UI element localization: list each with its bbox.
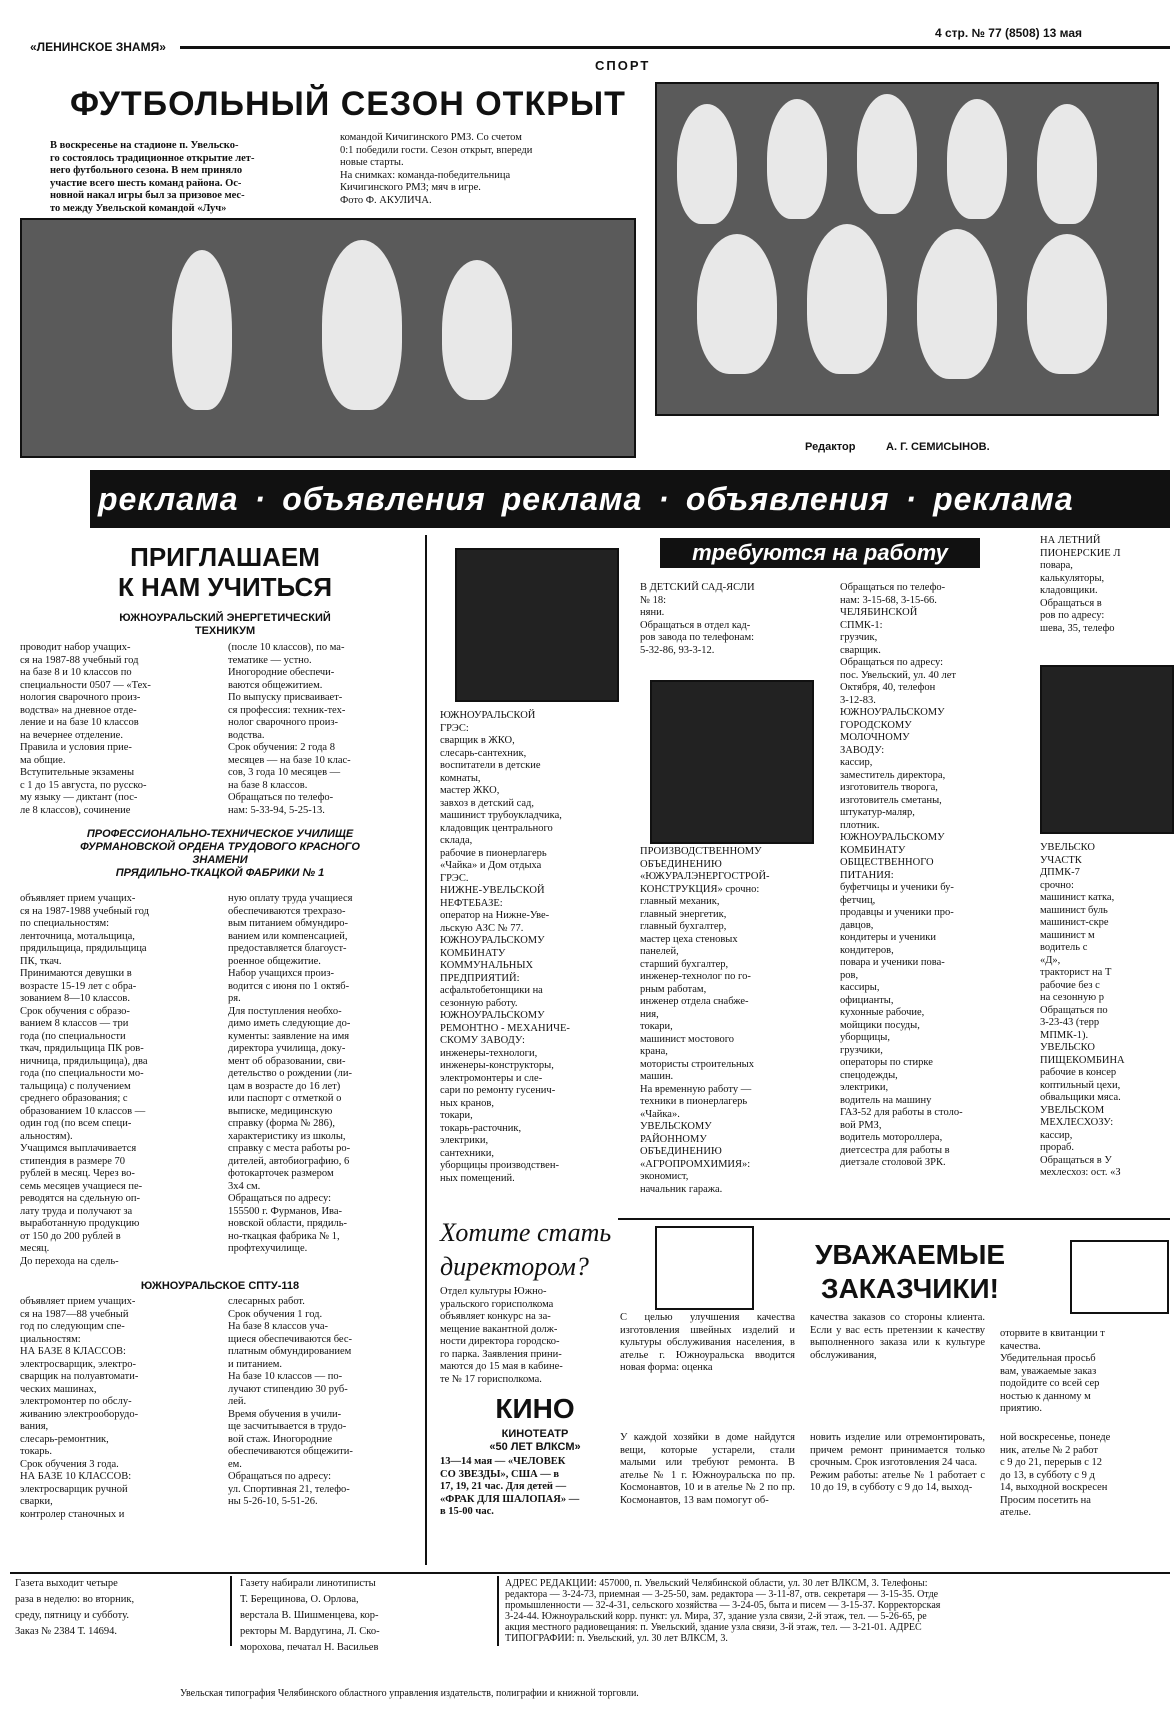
tech-name: ЮЖНОУРАЛЬСКИЙ ЭНЕРГЕТИЧЕСКИЙ ТЕХНИКУМ bbox=[119, 612, 331, 637]
editor-credit bbox=[805, 441, 990, 453]
jobs-col1: В ДЕТСКИЙ САД-ЯСЛИ № 18: няни. Обращаться в отдел кад- ров завода по телефонам: 5-32-86, 93-3-12. bbox=[640, 582, 755, 656]
jobs-col3b: УВЕЛЬСКО УЧАСТК ДПМК-7 срочно: машинист катка, машинист буль машинист-скре машинист м водитель с «Д», тракторист на Т рабочие без с на сезонную р Обращаться по 3-23-43 (терр МПМК-1). УВЕЛЬСКО ПИЩЕКОМБИНА рабочие в консер коптильный цехи, обвальщики мяса. УВЕЛЬСКОМ МЕХЛЕСХОЗУ: кассир, прораб. Обращаться в У мехлесхоз: ост. «З bbox=[1040, 842, 1125, 1178]
spt-col1: объявляет прием учащих- ся на 1987—88 учебный год по следующим спе- циальностям: НА БАЗЕ 8 КЛАССОВ: электросварщик, электро- сварщик на полуавтомати- ческих машинах, электромонтер по обслу- живанию электрооборудо- вания, слесарь-ремонтник, токарь. Срок обучения 3 года. НА БАЗЕ 10 КЛАССОВ: электросварщик ручной сварки, контролер станочных и bbox=[20, 1296, 139, 1520]
customers-col1: С целью улучшения качества изготовления швейных изделий и культуры обслуживания населения, в ателье г. Южноуральска вводится новая форма: оценка bbox=[620, 1312, 795, 1373]
ptu-name: ПРОФЕССИОНАЛЬНО-ТЕХНИЧЕСКОЕ УЧИЛИЩЕ ФУРМАНОВСКОЙ ОРДЕНА ТРУДОВОГО КРАСНОГО ЗНАМЕНИ ПРЯДИЛЬНО-ТКАЦКОЙ ФАБРИКИ № 1 bbox=[80, 828, 360, 879]
banner-dot: · bbox=[254, 480, 267, 517]
sport-body-left: В воскресенье на стадионе п. Увельско- го состоялось традиционное открытие лет- него футбольного сезона. В нем приняло участие всего шесть команд района. Ос- новной накал игры был за призовое мес- то между Увельской командой «Луч» bbox=[50, 140, 255, 214]
tech-col1: проводит набор учащих- ся на 1987-88 учебный год на базе 8 и 10 классов по специальности 0507 — «Тех- нология сварочного произ- водства» на дневное отде- ление и на базе 10 классов на вечернее отделение. Правила и условия прие- ма общие. Вступительные экзамены с 1 до 15 августа, по русско- му языку — диктант (пос- ле 8 классов), сочинение bbox=[20, 642, 151, 816]
customers-col4: У каждой хозяйки в доме найдутся вещи, которые устарели, стали малыми или требуют ремонта. В ателье № 1 г. Южноуральска по пр. Космонавтов, 10 и в ателье № 2 по пр. Космонавтов, 13 вам помогут об- bbox=[620, 1432, 795, 1506]
tech-col2: (после 10 классов), по ма- тематике — устно. Иногородние обеспечи- ваются общежитием. По выпуску присваивает- ся профессия: техник-тех- нолог сварочного произ- водства. Срок обучения: 2 года 8 месяцев — на базе 10 клас- сов, 3 года 10 месяцев — на базе 8 классов. Обращаться по телефо- нам: 5-33-94, 5-25-13. bbox=[228, 642, 351, 816]
sport-headline: ФУТБОЛЬНЫЙ СЕЗОН ОТКРЫТ bbox=[70, 85, 626, 123]
banner-word: объявления bbox=[282, 480, 486, 517]
footer-rule bbox=[10, 1572, 1170, 1574]
column-rule bbox=[425, 535, 427, 1565]
match-photo bbox=[20, 218, 636, 458]
footer-rule-2 bbox=[497, 1576, 499, 1646]
footer-rule-1 bbox=[230, 1576, 232, 1646]
issue-info: 4 стр. № 77 (8508) 13 мая bbox=[935, 26, 1083, 40]
banner-dot: · bbox=[905, 480, 918, 517]
kino-title: КИНО bbox=[495, 1393, 575, 1424]
mid-jobs: ЮЖНОУРАЛЬСКОЙ ГРЭС: сварщик в ЖКО, слесарь-сантехник, воспитатели в детские комнаты, мастер ЖКО, завхоз в детский сад, машинист трубоукладчика, кладовщик центрального склада, рабочие в пионерлагерь «Чайка» и Дом отдыха ГРЭС. НИЖНЕ-УВЕЛЬСКОЙ НЕФТЕБАЗЕ: оператор на Нижне-Уве- льскую АЗС № 77. ЮЖНОУРАЛЬСКОМУ КОМБИНАТУ КОММУНАЛЬНЫХ ПРЕДПРИЯТИЙ: асфальтобетонщики на сезонную работу. ЮЖНОУРАЛЬСКОМУ РЕМОНТНО - МЕХАНИЧЕ- СКОМУ ЗАВОДУ: инженеры-технологи, инженеры-конструкторы, электромонтеры и сле- сари по ремонту гусенич- ных кранов, токари, токарь-расточник, электрики, сантехники, уборщицы производствен- ных помещений. bbox=[440, 710, 570, 1184]
banner-word: реклама bbox=[501, 480, 643, 517]
jobs-col2: Обращаться по телефо- нам: 3-15-68, 3-15-66. ЧЕЛЯБИНСКОЙ СПМК-1: грузчик, сварщик. Обращаться по адресу: пос. Увельский, ул. 40 лет Октября, 40, телефон 3-12-83. ЮЖНОУРАЛЬСКОМУ ГОРОДСКОМУ МОЛОЧНОМУ ЗАВОДУ: кассир, заместитель директора, изготовитель творога, изготовитель сметаны, штукатур-маляр, плотник. ЮЖНОУРАЛЬСКОМУ КОМБИНАТУ ОБЩЕСТВЕННОГО ПИТАНИЯ: буфетчицы и ученики бу- фетчиц, продавцы и ученики про- давцов, кондитеры и ученики кондитеров, повара и ученики пова- ров, кассиры, официанты, кухонные рабочие, мойщики посуды, уборщицы, грузчики, операторы по стирке спецодежды, электрики, водитель на машину ГАЗ-52 для работы в столо- вой РМЗ, водитель мотороллера, диетсестра для работы в диетзале столовой ЗРК. bbox=[840, 582, 963, 1168]
banner-word: объявления bbox=[685, 480, 890, 517]
team-photo bbox=[655, 82, 1159, 416]
kino-theatre: КИНОТЕАТР «50 ЛЕТ ВЛКСМ» bbox=[489, 1428, 581, 1453]
customers-col2: качества заказов со стороны клиента. Если у вас есть претензии к качеству выполненного заказа или к культуре обслуживания, bbox=[810, 1312, 985, 1361]
editor-name: А. Г. СЕМИСЫНОВ. bbox=[886, 441, 990, 453]
kino-body: 13—14 мая — «ЧЕЛОВЕК СО ЗВЕЗДЫ», США — в 17, 19, 21 час. Для детей — «ФРАК ДЛЯ ШАЛОПАЯ» — в 15-00 час. bbox=[440, 1456, 580, 1517]
ptu-col1: объявляет прием учащих- ся на 1987-1988 учебный год по специальностям: ленточница, мотальщица, прядильщица, прядильщица ПК, ткач. Принимаются девушки в возрасте 15-19 лет с обра- зованием 8—10 классов. Срок обучения с образо- ванием 8 классов — три года (по специальности ткач, прядильщица ПК ров- ничница, прядильщица), два года (по специальности мо- тальщица) с получением среднего образования; с образованием 10 классов — один год (по всем специ- альностям). Учащимся выплачивается стипендия в размере 70 рублей в месяц. Через во- семь месяцев учащиеся пе- реводятся на сдельную оп- лату труда и получают за выработанную продукцию от 150 до 200 рублей в месяц. До перехода на сдель- bbox=[20, 893, 149, 1267]
sport-body-right: командой Кичигинского РМЗ. Со счетом 0:1 победили гости. Сезон открыт, впереди новые старты. На снимках: команда-победительница Кичигинского РМЗ; мяч в игре. Фото Ф. АКУЛИЧА. bbox=[340, 132, 533, 206]
footer-staff: Газету набирали линотиписты Т. Берещинова, О. Орлова, верстала В. Шишменцева, кор- ректоры М. Вардугина, Л. Ско- морохова, печатал Н. Васильев bbox=[240, 1578, 380, 1653]
ads-banner bbox=[90, 470, 1170, 528]
shoe-icon bbox=[1070, 1240, 1169, 1314]
jobs-col3: НА ЛЕТНИЙ ПИОНЕРСКИЕ Л повара, калькуляторы, кладовщики. Обращаться в ров по адресу: шева, 35, телефо bbox=[1040, 535, 1121, 634]
banner-dot: · bbox=[658, 480, 670, 517]
editor-label: Редактор bbox=[805, 441, 856, 453]
sewing-icon bbox=[655, 1226, 754, 1310]
customers-col5: новить изделие или отремонтировать, причем ремонт принимается только срочным. Срок изготовления 24 часа. Режим работы: ателье № 1 работает с 10 до 19, в субботу с 9 до 14, выход- bbox=[810, 1432, 985, 1493]
director-title: Хотите стать директором? bbox=[440, 1218, 612, 1281]
footer-imprint: Увельская типография Челябинского областного управления издательств, полиграфии и книжной торговли. bbox=[180, 1688, 639, 1699]
footer-address: АДРЕС РЕДАКЦИИ: 457000, п. Увельский Челябинской области, ул. 30 лет ВЛКСМ, 3. Телефоны: редактора — 3-24-73, приемная — 3-25-50, зам. редактора — 3-11-87, отв. секретаря — 3-15-35. Отде промышленности — 32-4-31, сельского хозяйства — 3-24-05, быта и писем — 3-15-37. Корректорская 3-24-44. Южноуральский корр. пункт: ул. Мира, 37, здание узла связи, 2-й этаж, тел. — 5-26-65, ре акция местного радиовещания: п. Увельский, здание узла связи, 3-й этаж, тел. — 3-21-01. АДРЕС ТИПОГРАФИИ: п. Увельский, ул. 30 лет ВЛКСМ, 3. bbox=[505, 1578, 941, 1644]
director-body: Отдел культуры Южно- уральского горисполкома объявляет конкурс на за- мещение вакантной долж- ности директора городско- го парка. Заявления прини- маются до 15 мая в кабине- те № 17 горисполкома. bbox=[440, 1286, 563, 1385]
ptu-col2: ную оплату труда учащиеся обеспечиваются трехразо- вым питанием обмундиро- ванием или компенсацией, предоставляется благоуст- роенное общежитие. Набор учащихся произ- водится с июня по 1 октяб- ря. Для поступления необхо- димо иметь следующие до- кументы: заявление на имя директора училища, доку- мент об образовании, сви- детельство о рождении (ли- цам в возрасте до 16 лет) или паспорт с отметкой о выписке, медицинскую справку (форма № 286), характеристику из школы, справку с места работы ро- дителей, автобиографию, 6 фотокарточек размером 3х4 см. Обращаться по адресу: 155500 г. Фурманов, Ива- новской области, прядиль- но-ткацкая фабрика № 1, профтехучилище. bbox=[228, 893, 353, 1254]
customers-col6: ной воскресенье, понеде ник, ателье № 2 работ с 9 до 21, перерыв с 12 до 13, в субботу с 9 д 14, выходной воскресен Просим посетить на ателье. bbox=[1000, 1432, 1111, 1518]
footer-schedule: Газета выходит четыре раза в неделю: во вторник, среду, пятницу и субботу. Заказ № 2384 Т. 14694. bbox=[15, 1578, 135, 1637]
customers-rule bbox=[618, 1218, 1170, 1220]
crane-worker-illustration bbox=[650, 680, 814, 844]
banner-word: реклама bbox=[933, 480, 1074, 517]
spt-col2: слесарных работ. Срок обучения 1 год. На базе 8 классов уча- щиеся обеспечиваются бес- платным обмундированием и питанием. На базе 10 классов — по- лучают стипендию 30 руб- лей. Время обучения в учили- ще засчитывается в трудо- вой стаж. Иногородние обеспечиваются общежити- ем. Обращаться по адресу: ул. Спортивная 21, телефо- ны 5-26-10, 5-51-26. bbox=[228, 1296, 353, 1507]
header-rule bbox=[180, 46, 1170, 49]
paper-name: «ЛЕНИНСКОЕ ЗНАМЯ» bbox=[30, 40, 166, 54]
customers-title: УВАЖАЕМЫЕ ЗАКАЗЧИКИ! bbox=[814, 1239, 1006, 1304]
wheat-tractor-illustration bbox=[1040, 665, 1174, 834]
banner-word: реклама bbox=[98, 480, 239, 517]
spt-name: ЮЖНОУРАЛЬСКОЕ СПТУ-118 bbox=[140, 1280, 300, 1292]
jobs-banner: требуются на работу bbox=[660, 538, 980, 568]
study-title: ПРИГЛАШАЕМ К НАМ УЧИТЬСЯ bbox=[117, 542, 333, 602]
customers-col3: оторвите в квитанции т качества. Убедительная просьб вам, уважаемые заказ подойдите со всей сер ностью к данному м приятию. bbox=[1000, 1328, 1105, 1414]
section-title: СПОРТ bbox=[595, 58, 651, 73]
jobs-col1b: ПРОИЗВОДСТВЕННОМУ ОБЪЕДИНЕНИЮ «ЮЖУРАЛЭНЕРГОСТРОЙ- КОНСТРУКЦИЯ» срочно: главный механик, главный энергетик, главный бухгалтер, мастер цеха стеновых панелей, старший бухгалтер, инженер-технолог по го- рным работам, инженер отдела снабже- ния, токари, машинист мостового крана, мотористы строительных машин. На временную работу — техники в пионерлагерь «Чайка». УВЕЛЬСКОМУ РАЙОННОМУ ОБЪЕДИНЕНИЮ «АГРОПРОМХИМИЯ»: экономист, начальник гаража. bbox=[640, 846, 770, 1195]
factory-illustration bbox=[455, 548, 619, 702]
